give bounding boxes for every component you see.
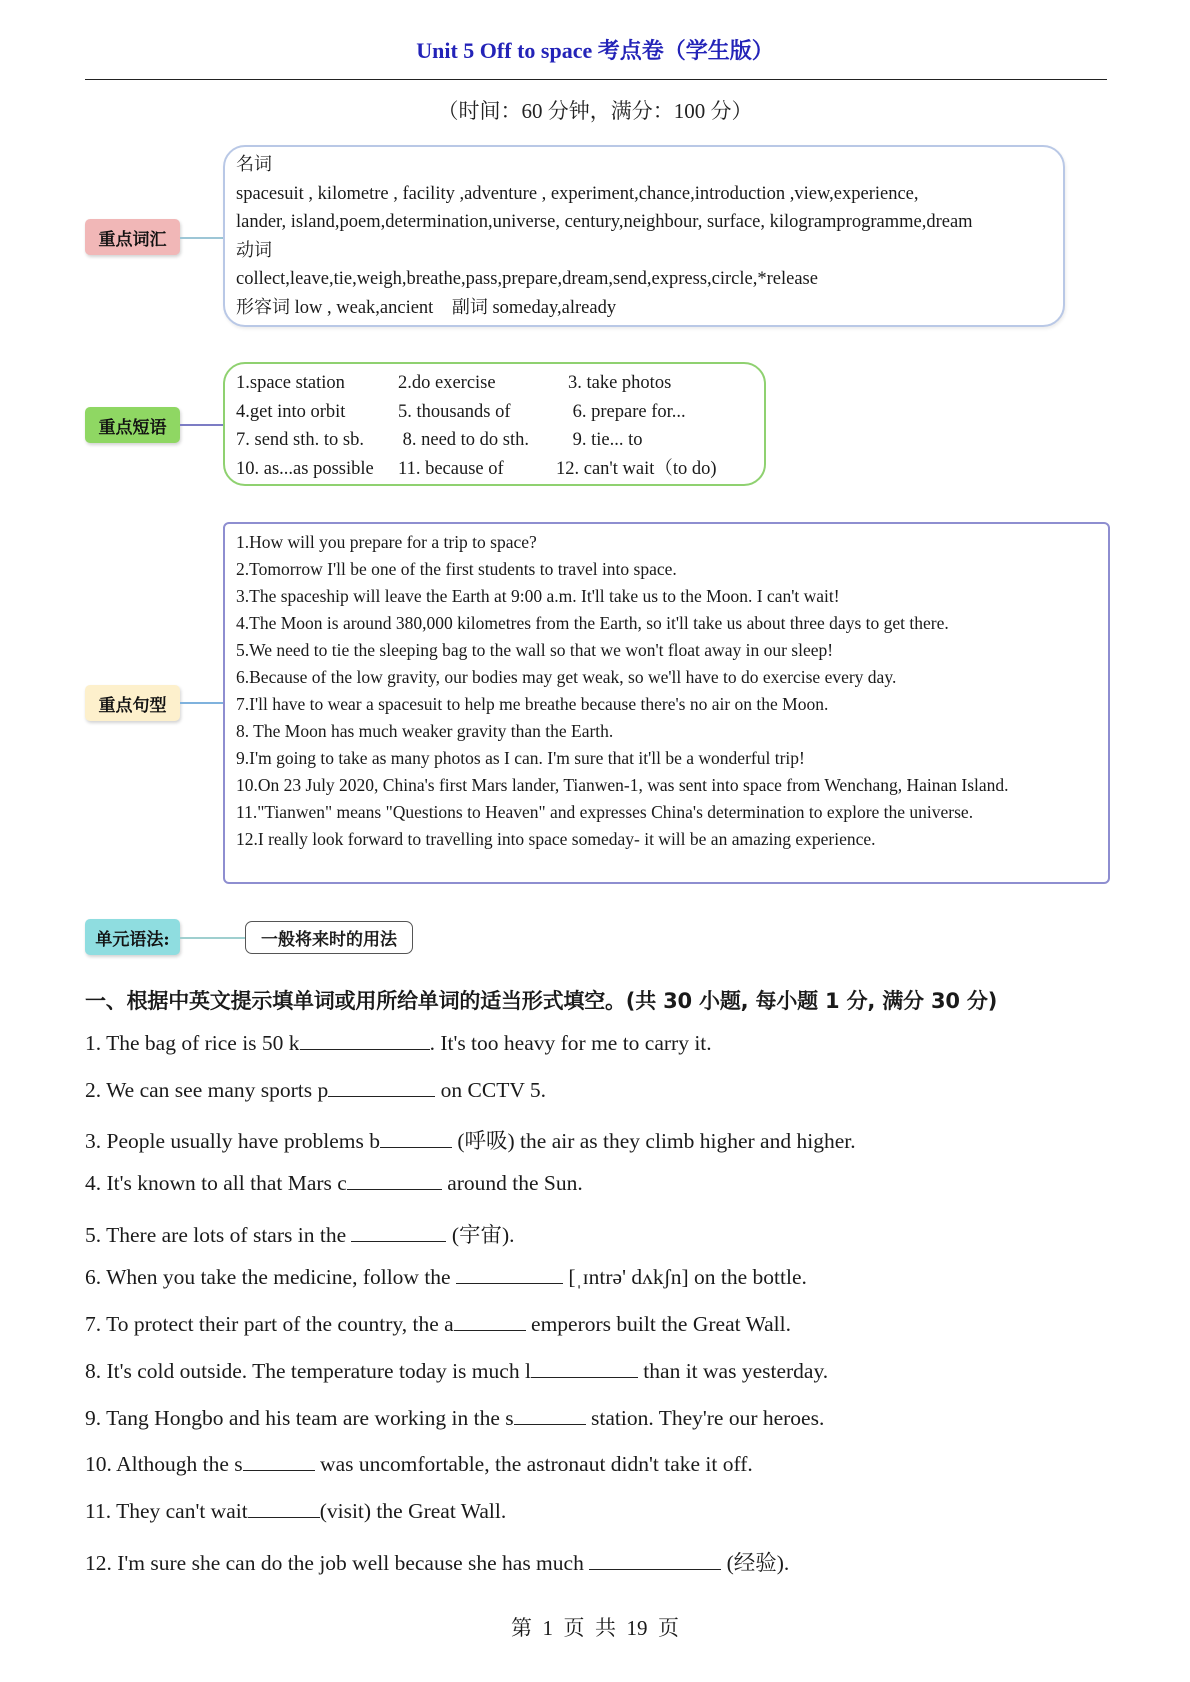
question-9: [85, 1406, 824, 1431]
phrase-row: [236, 455, 764, 484]
sentence-box: [223, 522, 1110, 884]
title-divider: [85, 79, 1107, 80]
noun-line: spacesuit , kilometre , facility ,adventure , experiment,chance,introduction ,view,experience,: [236, 183, 919, 204]
question-text: 10. Although the s: [85, 1452, 243, 1476]
sentence-item: 9.I'm going to take as many photos as I can. I'm sure that it'll be a wonderful trip!: [236, 748, 805, 768]
grammar-label: 单元语法:: [85, 919, 180, 955]
question-text: 7. To protect their part of the country, the a: [85, 1312, 454, 1336]
question-text: on CCTV 5.: [435, 1078, 546, 1102]
sentence-item: 12.I really look forward to travelling into space someday- it will be an amazing experience.: [236, 829, 876, 849]
sentence-label: 重点句型: [85, 685, 180, 721]
question-text: 9. Tang Hongbo and his team are working in the s: [85, 1406, 514, 1430]
phrase-item: 7. send sth. to sb.: [236, 430, 364, 450]
phrase-item: 1.space station: [236, 373, 345, 393]
question-4: [85, 1171, 583, 1196]
question-text: station. They're our heroes.: [585, 1406, 825, 1430]
adj-words: low , weak,ancient: [290, 297, 438, 318]
answer-blank[interactable]: [300, 1031, 430, 1050]
question-text: 1. The bag of rice is 50 k: [85, 1031, 300, 1055]
question-6: [85, 1265, 807, 1290]
question-text: . It's too heavy for me to carry it.: [429, 1031, 712, 1055]
phrase-item: 3. take photos: [568, 373, 672, 393]
answer-blank[interactable]: [347, 1171, 442, 1190]
phrase-item: 5. thousands of: [398, 401, 511, 422]
page-number: 第 1 页 共 19 页: [511, 1616, 679, 1640]
question-text: emperors built the Great Wall.: [525, 1312, 792, 1336]
answer-blank[interactable]: [328, 1078, 435, 1097]
question-text: 8. It's cold outside. The temperature today is much l: [85, 1359, 531, 1383]
phrase-item: 4.get into orbit: [236, 401, 346, 422]
question-1: [85, 1031, 712, 1056]
verb-heading: 动词: [236, 239, 272, 261]
verb-line: collect,leave,tie,weigh,breathe,pass,prepare,dream,send,express,circle,*release: [236, 269, 818, 289]
answer-blank[interactable]: [243, 1452, 315, 1471]
noun-heading: 名词: [236, 154, 272, 175]
sentence-connector: [180, 702, 223, 704]
question-text: (经验).: [721, 1551, 790, 1575]
question-text: was uncomfortable, the astronaut didn't take it off.: [314, 1452, 753, 1476]
phrase-label: 重点短语: [85, 407, 180, 443]
question-text: 11. They can't wait: [85, 1499, 248, 1523]
answer-blank[interactable]: [454, 1312, 526, 1331]
adv-words: someday,already: [487, 297, 617, 318]
phrase-item: 8. need to do sth.: [398, 430, 530, 450]
question-text: 6. When you take the medicine, follow the: [85, 1265, 456, 1289]
question-12: [85, 1546, 789, 1577]
phrase-item: 2.do exercise: [398, 373, 496, 393]
phrase-row: [236, 369, 764, 398]
adv-heading: 副词: [451, 296, 488, 318]
sentence-item: 3.The spaceship will leave the Earth at 9:00 a.m. It'll take us to the Moon. I can't wait!: [236, 586, 840, 606]
sentence-item: 11."Tianwen" means "Questions to Heaven" and expresses China's determination to explore the universe.: [236, 802, 974, 822]
answer-blank[interactable]: [248, 1499, 320, 1518]
sentence-item: 1.How will you prepare for a trip to space?: [236, 532, 537, 552]
vocab-connector: [180, 237, 223, 239]
question-text: around the Sun.: [441, 1171, 583, 1195]
question-text: than it was yesterday.: [637, 1359, 829, 1383]
question-7: [85, 1312, 791, 1337]
adj-heading: 形容词: [236, 296, 290, 318]
phrase-item: 6. prepare for...: [568, 401, 686, 422]
answer-blank[interactable]: [514, 1406, 586, 1425]
phrase-item: 12. can't wait（to do): [556, 458, 717, 479]
phrase-row: [236, 398, 764, 427]
answer-blank[interactable]: [380, 1129, 452, 1148]
question-8: [85, 1359, 828, 1384]
document-title: Unit 5 Off to space 考点卷（学生版）: [416, 38, 774, 63]
answer-blank[interactable]: [456, 1265, 563, 1284]
phrase-item: 11. because of: [398, 458, 504, 479]
noun-line: lander, island,poem,determination,universe, century,neighbour, surface, kilogramprogramme,dream: [236, 212, 973, 232]
question-text: [ˌɪntrə' dʌkʃn] on the bottle.: [562, 1265, 807, 1289]
question-text: 3. People usually have problems b: [85, 1129, 380, 1153]
question-text: 5. There are lots of stars in the: [85, 1223, 352, 1247]
question-text: (宇宙).: [446, 1223, 515, 1247]
answer-blank[interactable]: [351, 1223, 446, 1242]
vocab-box: [223, 145, 1065, 327]
sentence-item: 7.I'll have to wear a spacesuit to help me breathe because there's no air on the Moon.: [236, 694, 829, 714]
question-text: (呼吸) the air as they climb higher and higher.: [451, 1129, 856, 1153]
sentence-item: 5.We need to tie the sleeping bag to the wall so that we won't float away in our sleep!: [236, 640, 834, 660]
phrase-row: [236, 426, 764, 455]
phrase-box: [223, 362, 766, 486]
sentence-item: 4.The Moon is around 380,000 kilometres from the Earth, so it'll take us about three days to get there.: [236, 613, 949, 633]
sentence-item: 6.Because of the low gravity, our bodies may get weak, so we'll have to do exercise every day.: [236, 667, 897, 687]
question-text: (visit) the Great Wall.: [319, 1499, 507, 1523]
question-2: [85, 1078, 546, 1103]
grammar-connector: [180, 937, 245, 939]
question-11: [85, 1499, 506, 1524]
grammar-topic-box: 一般将来时的用法: [245, 921, 413, 954]
sentence-item: 2.Tomorrow I'll be one of the first students to travel into space.: [236, 559, 677, 579]
phrase-item: 10. as...as possible: [236, 458, 374, 479]
question-10: [85, 1452, 753, 1477]
answer-blank[interactable]: [531, 1359, 638, 1378]
sentence-item: 10.On 23 July 2020, China's first Mars lander, Tianwen-1, was sent into space from Wenchang, Hainan Island.: [236, 775, 1009, 795]
vocab-label: 重点词汇: [85, 219, 180, 255]
question-text: 2. We can see many sports p: [85, 1078, 329, 1102]
adj-adv-line: [236, 294, 1063, 323]
question-3: [85, 1124, 856, 1155]
section-heading: 一、根据中英文提示填单词或用所给单词的适当形式填空。(共 30 小题, 每小题 1 分, 满分 30 分): [85, 989, 998, 1013]
answer-blank[interactable]: [589, 1551, 721, 1570]
sentence-item: 8. The Moon has much weaker gravity than the Earth.: [236, 721, 614, 741]
exam-time-score: （时间：60 分钟，满分：100 分）: [437, 99, 753, 123]
question-text: 12. I'm sure she can do the job well because she has much: [85, 1551, 590, 1575]
phrase-connector: [180, 424, 223, 426]
question-text: 4. It's known to all that Mars c: [85, 1171, 347, 1195]
phrase-item: 9. tie... to: [568, 430, 643, 450]
question-5: [85, 1218, 515, 1249]
